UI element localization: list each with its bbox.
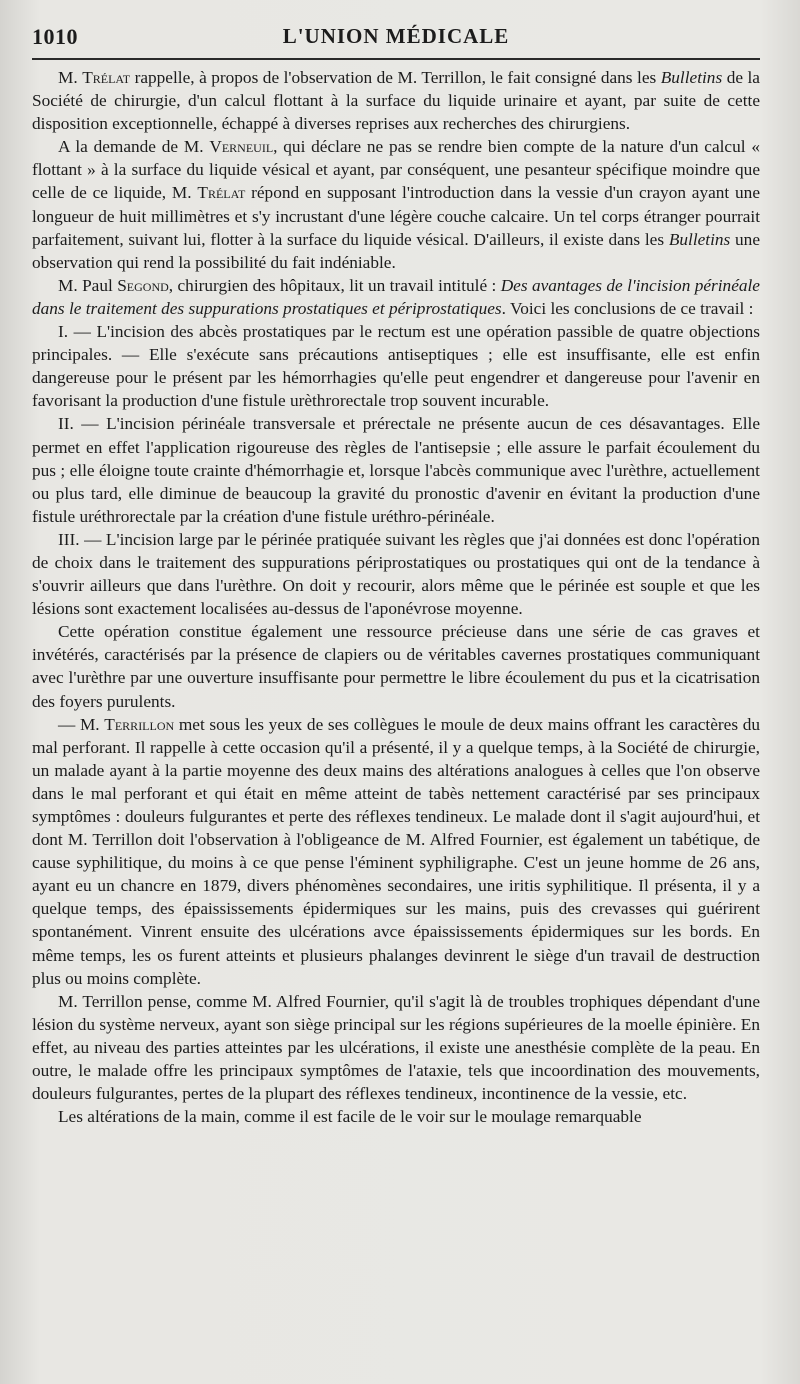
paragraph [32,274,760,320]
italic-text: Des avantages de l'incision périnéale dans le traitement des suppurations prostatiques et périprostatiques [32,275,760,318]
page-number: 1010 [32,24,78,49]
text-run: A la demande de M. [58,137,210,157]
page-header [32,24,760,56]
text-run: Cette opération constitue également une ressource précieuse dans une série de cas graves et invétérés, caractérisés par la présence de clapiers ou de véritables cavernes prostatiques communiquant avec l'urèthre par une ouverture insuffisante pour permettre le libre écoulement du pus et la cicatrisation des foyers purulents. [32,622,760,711]
text-run: rappelle, à propos de l'observation de M. Terrillon, le fait consigné dans les [130,68,661,87]
text-run: Les altérations de la main, comme il est facile de le voir sur le moulage remarquable [58,1107,642,1127]
italic-text: Bulletins [668,229,731,249]
paragraph [32,528,760,620]
text-run: une observation qui rend la possibilité du fait indéniable. [32,229,760,272]
paragraph [32,620,760,712]
text-run: M. Paul [58,275,118,295]
name-smallcaps: Verneuil [209,137,274,157]
text-run: , qui déclare ne pas se rendre bien compte de la nature d'un calcul « flottant » à la surface du liquide vésical et ayant, par conséquent, une pesanteur spécifique moindre que celle de ce liquide, M. [32,137,760,203]
name-smallcaps: Segond [117,275,169,295]
text-run: I. — L'incision des abcès prostatiques par le rectum est une opération passible de quatre objections principales. — Elle s'exécute sans précautions antiseptiques ; elle est insuffisante, elle est enfin dangereuse pour le présent par les hémorrhagies qu'elle peut engendrer et dangereuse pour l'avenir en favorisant la production d'une fistule urèthrorectale trop souvent incurable. [32,322,760,411]
italic-text: Bulletins [660,68,723,87]
paragraph [32,1105,760,1128]
paragraph [32,713,760,990]
name-smallcaps: Terrillon [104,714,175,734]
text-run: de la Société de chirurgie, d'un calcul flottant à la surface du liquide urinaire et ayant, par suite de cette disposition exceptionnelle, échappé à diverses reprises aux recherches des chirurgiens. [32,68,760,134]
text-run: III. — L'incision large par le périnée pratiquée suivant les règles que j'ai données est donc l'opération de choix dans le traitement des suppurations périprostatiques ou prostatiques qui ont de la tendance à s'ouvrir ailleurs que dans l'urèthre. On doit y recourir, alors même que le périnée est souple et que les lésions sont exactement localisées au-dessus de l'aponévrose moyenne. [32,529,760,619]
paragraph [32,66,760,135]
text-run: met sous les yeux de ses collègues le moule de deux mains offrant les caractères du mal perforant. Il rappelle à cette occasion qu'il a présenté, il y a quelque temps, à la Société de chirurgie, un malade ayant à la partie moyenne des deux mains des altérations analogues à celles que l'on observe dans le mal perforant et qui était en même atteint de tabès nettement caractérisé par ses principaux symptômes : douleurs fulgurantes et perte des réflexes tendineux. Le malade dont il s'agit aujourd'hui, et dont M. Terrillon doit l'observation à l'obligeance de M. Alfred Fournier, est également un tabétique, de cause syphilitique, du moins à ce que pense l'éminent syphiligraphe. C'est un jeune homme de 26 ans, ayant eu un chancre en 1879, divers phénomènes secondaires, une iritis syphilitique. Il présenta, il y a quelque temps, des épaississements épidermiques sur les mains, puis des crevasses qui guérirent spontanément. Vinrent ensuite des ulcérations avce épaississements épidermiques sur les bords. En même temps, les os furent atteints et plusieurs phalanges devinrent le siège d'un travail de destruction plus ou moins complète. [32,714,760,988]
paragraph [32,990,760,1105]
name-smallcaps: Trélat [197,183,246,203]
text-run: , chirurgien des hôpitaux, lit un travail intitulé : [168,275,501,295]
text-run: II. — L'incision périnéale transversale et prérectale ne présente aucun de ces désavantages. Elle permet en effet l'application rigoureuse des règles de l'antisepsie ; elle assure le parfait écoulement du pus ; elle éloigne toute crainte d'hémorrhagie et, lorsque l'abcès communique avec l'urèthre, actuellement ou plus tard, elle diminue de beaucoup la gravité du pronostic d'avenir en évitant la production d'une fistule uréthrorectale par la création d'une fistule uréthro-périnéale. [32,414,760,526]
text-run: — M. [58,714,105,734]
journal-title: L'UNION MÉDICALE [282,24,510,48]
paragraph [32,412,760,527]
paragraph [32,135,760,274]
text-run: M. Terrillon pense, comme M. Alfred Fournier, qu'il s'agit là de troubles trophiques dépendant d'une lésion du système nerveux, ayant son siège principal sur les régions supérieures de la moelle épinière. En effet, au niveau des parties atteintes par les ulcérations, il existe une anesthésie complète de la peau. En outre, le malade offre les principaux symptômes de l'ataxie, tels que incoordination des mouvements, douleurs fulgurantes, pertes de la plupart des réflexes tendineux, incontinence de la vessie, etc. [32,991,760,1104]
article-body [32,66,760,1128]
text-run: M. [58,68,83,87]
header-rule [32,58,760,60]
paragraph [32,320,760,412]
name-smallcaps: Trélat [82,68,131,87]
text-run: répond en supposant l'introduction dans la vessie d'un crayon ayant une longueur de huit millimètres et s'y incrustant d'une légère couche calcaire. Un tel corps étranger pourrait parfaitement, suivant lui, flotter à la surface du liquide vésical. D'ailleurs, il existe dans les [32,183,760,249]
text-run: . Voici les conclusions de ce travail : [501,298,754,318]
